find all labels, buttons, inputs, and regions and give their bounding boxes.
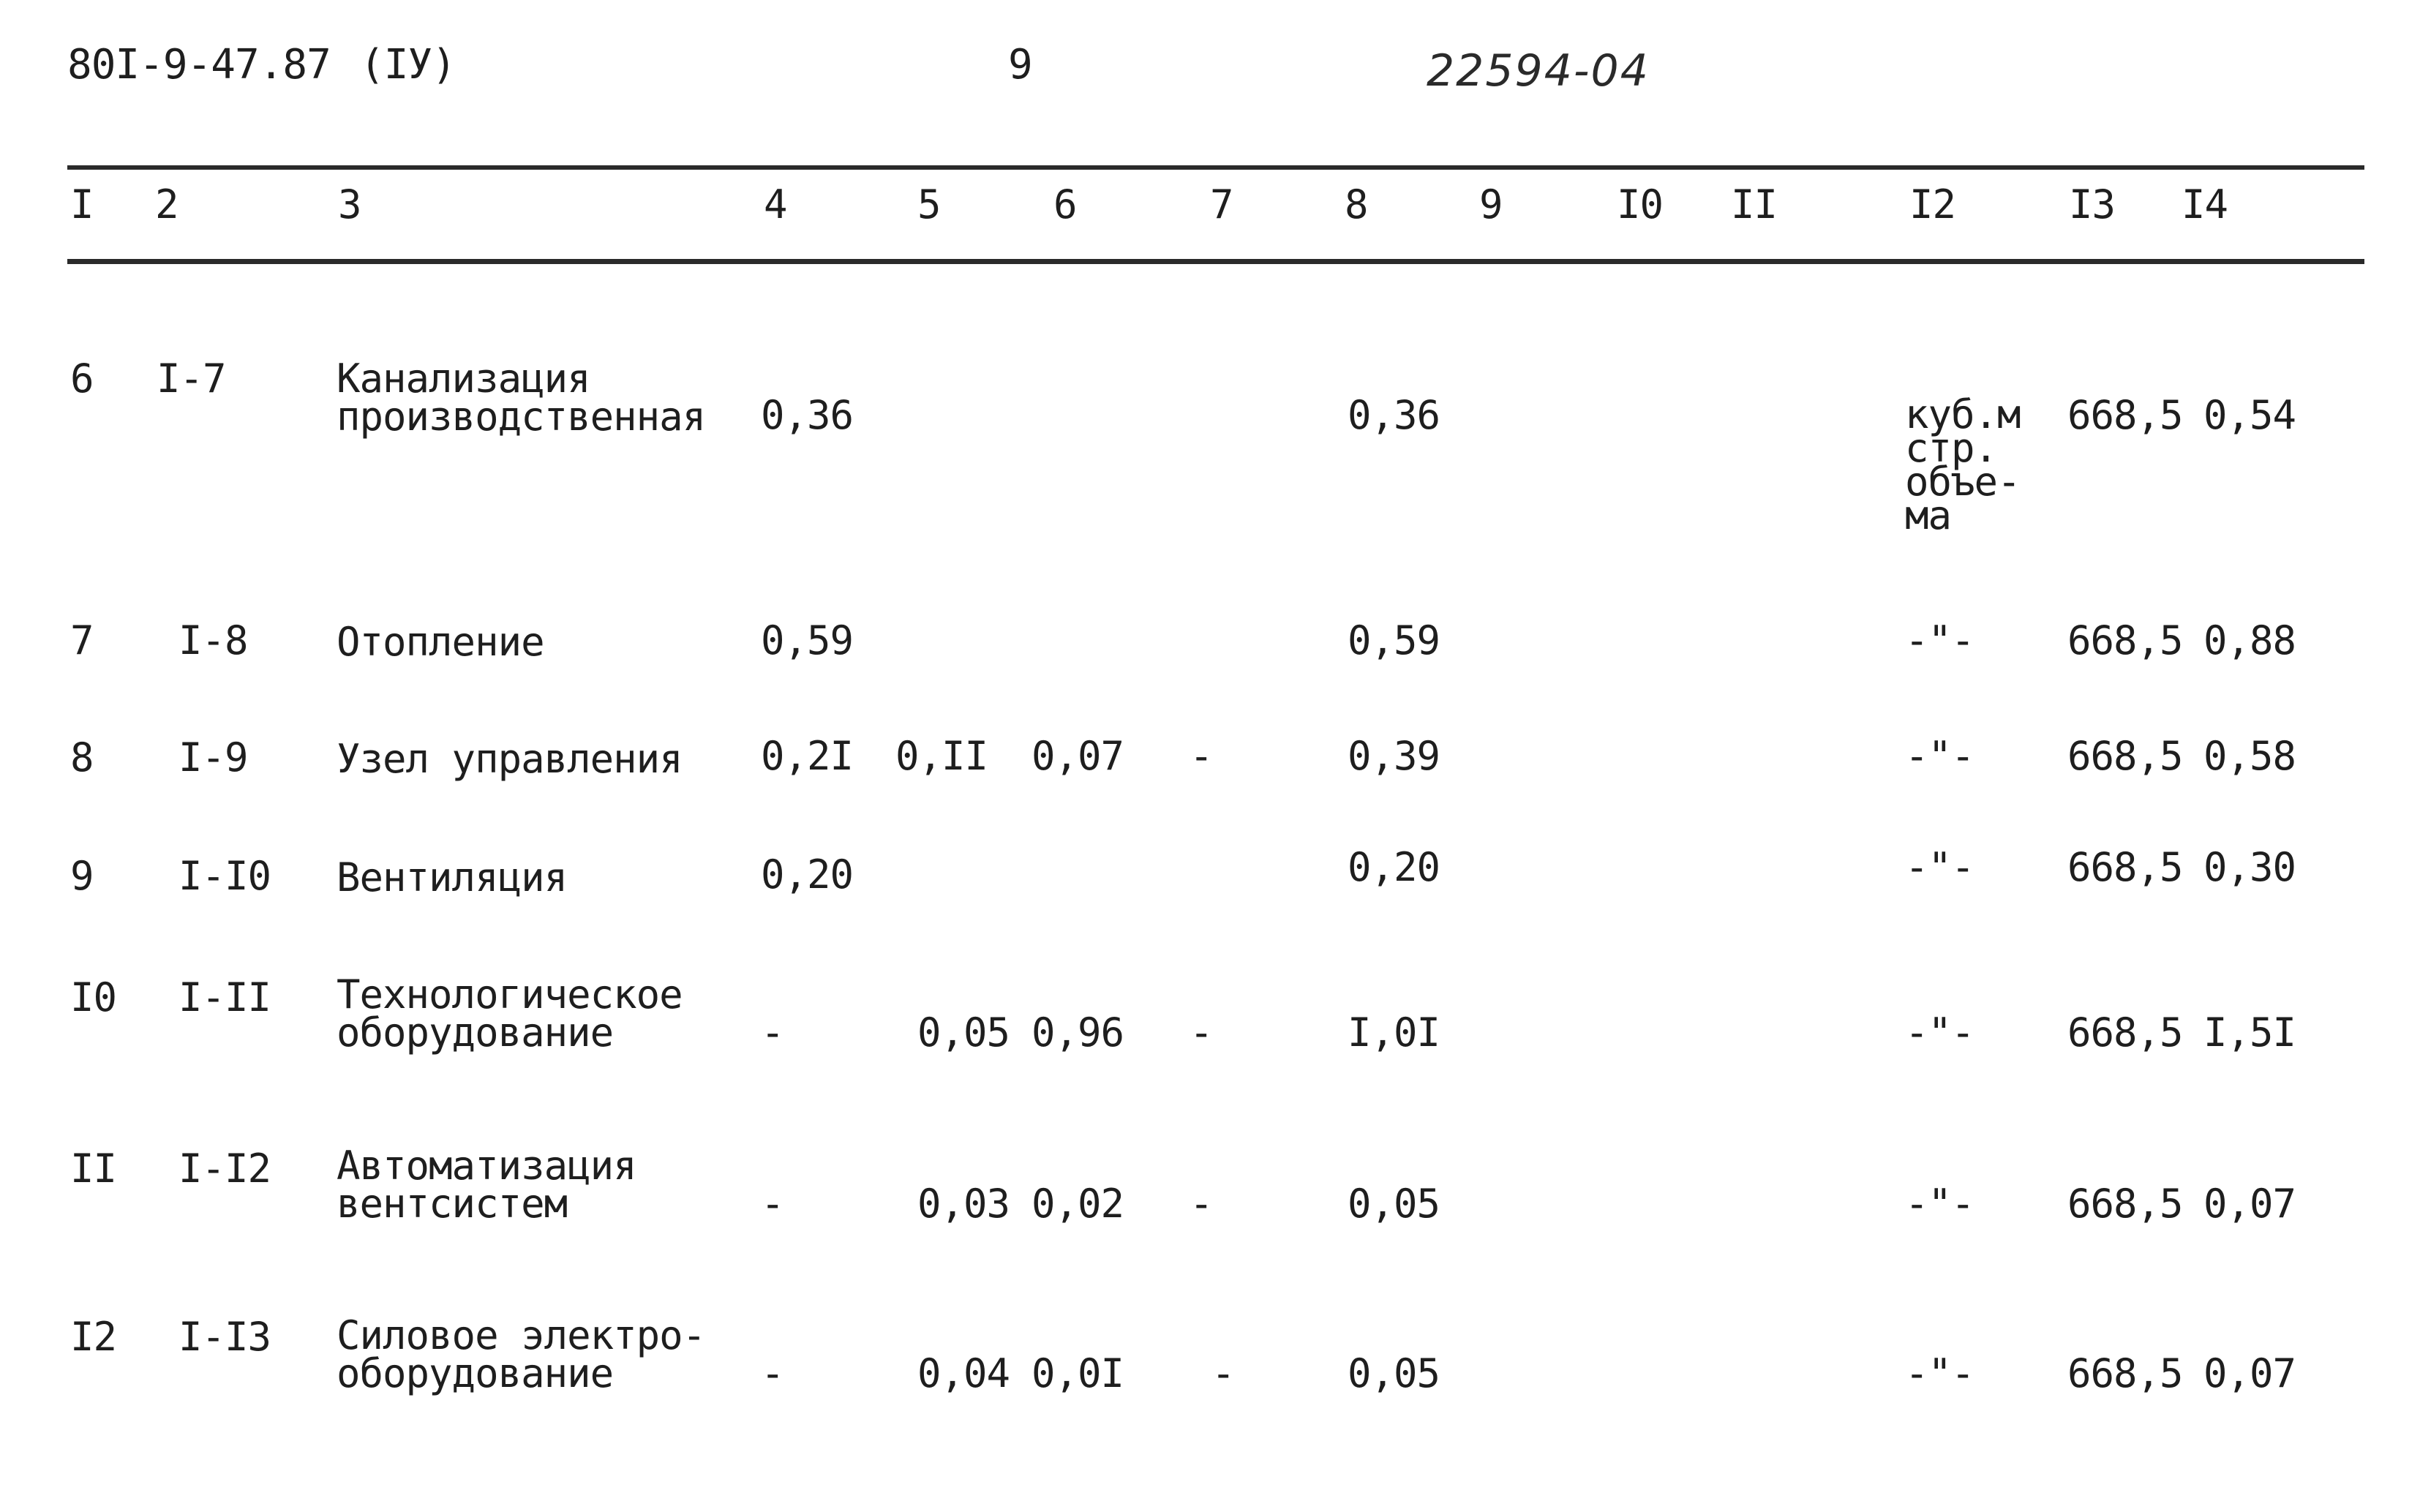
cell-col6: 0,07 [1031,733,1124,779]
row-title: Отопление [337,619,544,665]
cell-col8: I,0I [1348,1009,1440,1056]
column-header: II [1731,181,1778,227]
column-header: I4 [2182,181,2228,227]
row-code: I-I0 [179,853,271,899]
row-number: 9 [70,853,94,899]
cell-col8: 0,36 [1348,392,1440,438]
cell-col13: 668,5 [2067,1181,2183,1227]
cell-col8: 0,20 [1348,844,1440,890]
row-number: 7 [70,617,94,663]
cell-col4: - [761,1350,784,1396]
unit-label: куб.м стр. объе- ма [1905,391,2021,538]
cell-col13: 668,5 [2067,1009,2183,1056]
column-header: 7 [1210,181,1233,227]
cell-col4: 0,36 [761,392,854,438]
cell-col14: 0,88 [2203,617,2296,663]
cell-col5: 0,04 [917,1350,1010,1396]
cell-col14: 0,07 [2203,1350,2296,1396]
cell-col13: 668,5 [2067,1350,2183,1396]
cell-col14: 0,58 [2203,733,2296,779]
cell-col7: - [1190,1009,1213,1056]
inventory-stamp: 22594-04 [1427,45,1650,97]
column-header: 6 [1053,181,1077,227]
row-number: II [70,1146,117,1192]
row-title: Технологическое оборудование [337,971,683,1056]
ditto-mark: -"- [1905,1009,1974,1056]
cell-col8: 0,39 [1348,733,1440,779]
cell-col14: 0,30 [2203,844,2296,890]
cell-col5: 0,05 [917,1009,1010,1056]
column-header: I2 [1909,181,1956,227]
cell-col4: 0,2I [761,733,854,779]
row-title: Вентиляция [337,854,568,900]
cell-col13: 668,5 [2067,617,2183,663]
cell-col4: - [761,1181,784,1227]
table-top-rule [67,165,2364,170]
ditto-mark: -"- [1905,617,1974,663]
cell-col7: - [1190,1181,1213,1227]
column-header: I3 [2069,181,2116,227]
row-number: 8 [70,734,94,781]
cell-col6: 0,02 [1031,1181,1124,1227]
cell-col7: - [1211,1350,1235,1396]
cell-col4: 0,59 [761,617,854,663]
ditto-mark: -"- [1905,844,1974,890]
row-title: Узел управления [337,736,683,782]
row-code: I-7 [157,356,226,402]
ditto-mark: -"- [1905,733,1974,779]
row-number: 6 [70,356,94,402]
cell-col13: 668,5 [2067,392,2183,438]
page-number: 9 [1008,41,1032,89]
row-title: Автоматизация вентсистем [337,1143,636,1227]
document-code: 80I-9-47.87 [67,41,331,89]
column-header: 9 [1479,181,1503,227]
row-code: I-I3 [179,1314,271,1360]
cell-col5: 0,II [895,733,988,779]
row-number: I2 [70,1314,117,1360]
cell-col13: 668,5 [2067,733,2183,779]
cell-col8: 0,05 [1348,1350,1440,1396]
cell-col8: 0,59 [1348,617,1440,663]
volume-label: (IУ) [360,41,456,89]
table-header-bottom-rule [67,259,2364,264]
column-header: 8 [1345,181,1368,227]
cell-col5: 0,03 [917,1181,1010,1227]
row-title: Силовое электро- оборудование [337,1312,706,1396]
cell-col14: I,5I [2203,1009,2296,1056]
cell-col8: 0,05 [1348,1181,1440,1227]
column-header: 5 [917,181,941,227]
row-code: I-II [179,974,271,1020]
cell-col13: 668,5 [2067,844,2183,890]
cell-col7: - [1190,733,1213,779]
row-code: I-I2 [179,1146,271,1192]
cell-col4: - [761,1009,784,1056]
row-title: Канализация производственная [337,356,706,440]
cell-col4: 0,20 [761,851,854,898]
cell-col14: 0,54 [2203,392,2296,438]
column-header: 3 [338,181,361,227]
column-header: I0 [1617,181,1664,227]
row-number: I0 [70,974,117,1020]
column-header: 4 [764,181,787,227]
cell-col6: 0,0I [1031,1350,1124,1396]
row-code: I-8 [179,617,248,663]
row-code: I-9 [179,734,248,781]
cell-col6: 0,96 [1031,1009,1124,1056]
ditto-mark: -"- [1905,1181,1974,1227]
cell-col14: 0,07 [2203,1181,2296,1227]
ditto-mark: -"- [1905,1350,1974,1396]
column-header: I [70,181,94,227]
column-header: 2 [155,181,179,227]
